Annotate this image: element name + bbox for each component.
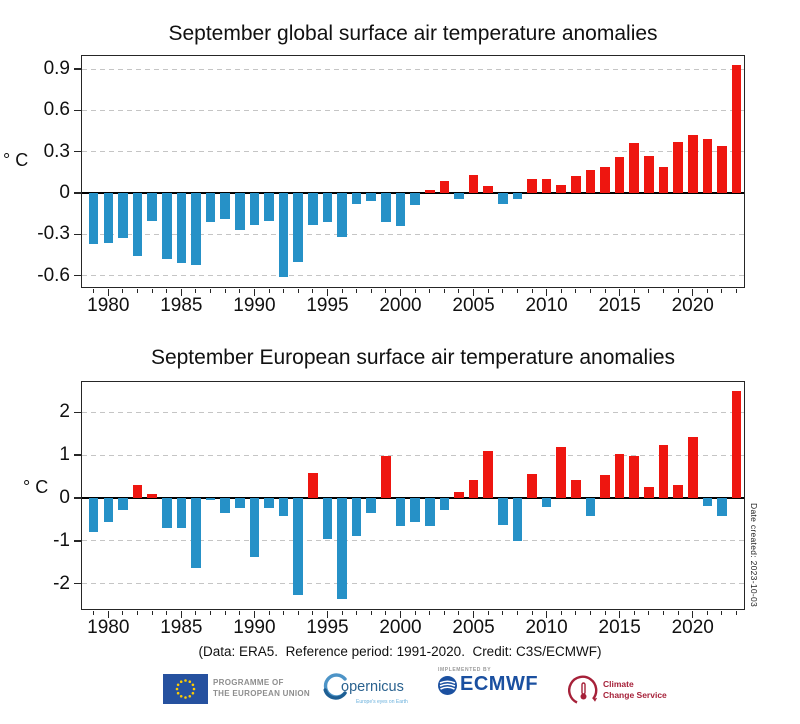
x-tick-minor	[137, 289, 138, 293]
bar-2020	[688, 135, 698, 193]
plot-area-european	[82, 382, 744, 609]
x-tick-minor	[312, 611, 313, 615]
bar-1995	[323, 498, 333, 539]
bar-1980	[104, 193, 114, 243]
bar-2017	[644, 156, 654, 193]
bar-1993	[293, 498, 303, 595]
x-tick-label: 2000	[379, 617, 422, 638]
bar-1986	[191, 193, 201, 265]
bar-1994	[308, 473, 318, 498]
x-tick-minor	[532, 289, 533, 293]
x-tick-minor	[736, 611, 737, 615]
x-tick-label: 1985	[160, 295, 203, 316]
x-tick-minor	[590, 611, 591, 615]
eu-flag-icon	[163, 674, 208, 704]
y-tick-label: -0.3	[37, 223, 70, 245]
x-tick-label: 2020	[671, 295, 714, 316]
bar-2017	[644, 487, 654, 498]
x-tick-minor	[721, 611, 722, 615]
y-tick-label: -2	[53, 572, 70, 594]
x-tick-minor	[283, 611, 284, 615]
x-tick-minor	[458, 611, 459, 615]
bar-2008	[513, 498, 523, 541]
x-tick-minor	[122, 611, 123, 615]
bar-2023	[732, 65, 742, 193]
ecmwf-logo-icon	[438, 676, 457, 695]
bar-1987	[206, 498, 216, 500]
bar-2012	[571, 176, 581, 193]
y-tick-label: -1	[53, 529, 70, 551]
x-tick-minor	[444, 289, 445, 293]
bar-1999	[381, 193, 391, 222]
x-tick-minor	[707, 611, 708, 615]
x-tick-label: 2005	[452, 617, 495, 638]
y-tick-label: 0	[59, 487, 70, 508]
x-tick-minor	[342, 289, 343, 293]
x-tick-minor	[605, 611, 606, 615]
y-tick	[74, 497, 81, 499]
chart-title-global: September global surface air temperature anomalies	[168, 22, 658, 45]
bar-1981	[118, 193, 128, 238]
x-tick-minor	[210, 289, 211, 293]
y-tick	[74, 192, 81, 194]
y-tick	[74, 110, 81, 112]
y-tick-label: -0.6	[37, 264, 70, 286]
bar-2015	[615, 157, 625, 193]
bar-1995	[323, 193, 333, 222]
y-tick-label: 0.3	[43, 140, 70, 162]
y-tick-label: 0.6	[43, 99, 70, 121]
bar-2005	[469, 480, 479, 498]
bar-2011	[556, 447, 566, 498]
implemented-by-label: IMPLEMENTED BY	[438, 667, 492, 673]
gridline	[82, 275, 744, 276]
copernicus-name: opernicus	[341, 679, 404, 695]
x-tick-minor	[93, 289, 94, 293]
x-tick-minor	[444, 611, 445, 615]
x-tick-label: 1995	[306, 617, 349, 638]
bar-1982	[133, 485, 143, 498]
x-tick-minor	[371, 289, 372, 293]
bar-2014	[600, 475, 610, 498]
x-tick-minor	[93, 611, 94, 615]
x-tick-minor	[429, 611, 430, 615]
bar-2016	[629, 456, 639, 498]
x-tick-label: 1990	[233, 617, 276, 638]
bar-2009	[527, 474, 537, 498]
x-tick-label: 2015	[598, 617, 641, 638]
bar-2023	[732, 391, 742, 498]
x-tick-minor	[575, 289, 576, 293]
bar-1994	[308, 193, 318, 225]
x-tick-minor	[225, 611, 226, 615]
bar-2006	[483, 186, 493, 193]
bar-1985	[177, 498, 187, 528]
x-tick-minor	[634, 289, 635, 293]
ecmwf-name: ECMWF	[460, 673, 539, 695]
bar-2005	[469, 175, 479, 193]
gridline	[82, 110, 744, 111]
bar-2001	[410, 193, 420, 205]
x-tick-minor	[239, 611, 240, 615]
bar-2011	[556, 185, 566, 193]
x-tick-minor	[707, 289, 708, 293]
x-tick-minor	[210, 611, 211, 615]
x-tick-minor	[517, 611, 518, 615]
x-tick-label: 2020	[671, 617, 714, 638]
bar-1991	[264, 498, 274, 508]
x-tick-minor	[356, 289, 357, 293]
x-tick-minor	[502, 289, 503, 293]
bar-1998	[366, 193, 376, 201]
x-tick-minor	[678, 289, 679, 293]
chart-title-european: September European surface air temperature anomalies	[150, 346, 676, 369]
bar-2000	[396, 498, 406, 526]
gridline	[82, 540, 744, 541]
x-tick-minor	[488, 289, 489, 293]
bar-2018	[659, 167, 669, 193]
x-tick-minor	[166, 289, 167, 293]
y-tick-label: 0	[59, 182, 70, 203]
eu-programme-line2: THE EUROPEAN UNION	[213, 688, 310, 698]
x-tick-label: 2005	[452, 295, 495, 316]
bar-2019	[673, 485, 683, 498]
bar-1993	[293, 193, 303, 262]
x-tick-minor	[458, 289, 459, 293]
bar-2021	[703, 498, 713, 506]
bar-1997	[352, 498, 362, 536]
bar-1984	[162, 498, 172, 528]
x-tick-minor	[415, 611, 416, 615]
bar-1985	[177, 193, 187, 263]
bar-2003	[440, 181, 450, 193]
plot-area-global	[82, 56, 744, 287]
y-tick-label: 1	[59, 444, 70, 466]
bar-1998	[366, 498, 376, 513]
bar-1979	[89, 193, 99, 244]
x-tick-label: 1980	[87, 295, 130, 316]
bar-2004	[454, 492, 464, 498]
x-tick-minor	[663, 611, 664, 615]
x-tick-minor	[605, 289, 606, 293]
bar-2007	[498, 193, 508, 204]
bar-1980	[104, 498, 114, 522]
x-tick-label: 1990	[233, 295, 276, 316]
x-tick-minor	[239, 289, 240, 293]
x-tick-minor	[385, 611, 386, 615]
bar-1981	[118, 498, 128, 510]
gridline	[82, 151, 744, 152]
bar-1984	[162, 193, 172, 259]
y-tick	[74, 151, 81, 153]
bar-1989	[235, 193, 245, 230]
gridline	[82, 583, 744, 584]
x-tick-minor	[385, 289, 386, 293]
x-tick-minor	[532, 611, 533, 615]
bar-2007	[498, 498, 508, 525]
gridline	[82, 412, 744, 413]
x-tick-label: 1985	[160, 617, 203, 638]
copernicus-tagline: Europe's eyes on Earth	[356, 699, 408, 705]
x-tick-minor	[429, 289, 430, 293]
bar-2000	[396, 193, 406, 226]
x-tick-minor	[575, 611, 576, 615]
bar-1988	[220, 498, 230, 513]
x-tick-minor	[298, 289, 299, 293]
x-tick-minor	[122, 289, 123, 293]
bar-2002	[425, 498, 435, 526]
x-tick-minor	[561, 289, 562, 293]
bar-2008	[513, 193, 523, 199]
c3s-line2: Change Service	[603, 689, 667, 700]
data-source-caption: (Data: ERA5. Reference period: 1991-2020. Credit: C3S/ECMWF)	[198, 644, 602, 659]
y-unit-label-european: ° C	[23, 477, 49, 497]
x-tick-label: 2010	[525, 295, 568, 316]
x-tick-minor	[517, 289, 518, 293]
bar-1987	[206, 193, 216, 222]
x-tick-minor	[152, 611, 153, 615]
y-tick	[74, 275, 81, 277]
c3s-line1: Climate	[603, 679, 634, 689]
x-tick-minor	[356, 611, 357, 615]
c3s-logo-icon	[568, 675, 599, 706]
bar-1983	[147, 193, 157, 221]
x-tick-minor	[736, 289, 737, 293]
x-tick-minor	[648, 611, 649, 615]
bar-1992	[279, 193, 289, 277]
x-tick-minor	[152, 289, 153, 293]
y-tick	[74, 583, 81, 585]
bar-1990	[250, 193, 260, 225]
bar-2003	[440, 498, 450, 510]
x-tick-minor	[415, 289, 416, 293]
bar-2001	[410, 498, 420, 522]
y-tick	[74, 412, 81, 414]
bar-1986	[191, 498, 201, 568]
y-tick	[74, 540, 81, 542]
bar-2022	[717, 146, 727, 193]
y-tick	[74, 454, 81, 456]
bar-2015	[615, 454, 625, 498]
y-tick-label: 2	[59, 401, 70, 423]
bar-1997	[352, 193, 362, 204]
x-tick-minor	[648, 289, 649, 293]
eu-programme-line1: PROGRAMME OF	[213, 678, 284, 687]
x-tick-minor	[342, 611, 343, 615]
bar-2013	[586, 170, 596, 193]
gridline	[82, 455, 744, 456]
bar-1999	[381, 456, 391, 498]
c3s-name	[603, 679, 667, 700]
x-tick-minor	[312, 289, 313, 293]
bar-2002	[425, 190, 435, 193]
x-tick-minor	[561, 611, 562, 615]
bar-2009	[527, 179, 537, 193]
x-tick-minor	[283, 289, 284, 293]
x-tick-minor	[721, 289, 722, 293]
bar-2021	[703, 139, 713, 193]
x-tick-minor	[269, 289, 270, 293]
bar-2004	[454, 193, 464, 199]
eu-programme-label	[213, 678, 310, 699]
bar-1988	[220, 193, 230, 219]
x-tick-label: 2000	[379, 295, 422, 316]
bar-2022	[717, 498, 727, 516]
bar-1979	[89, 498, 99, 532]
x-tick-label: 1980	[87, 617, 130, 638]
bar-1991	[264, 193, 274, 221]
bar-2010	[542, 179, 552, 193]
x-tick-minor	[298, 611, 299, 615]
bar-2020	[688, 437, 698, 498]
x-tick-minor	[502, 611, 503, 615]
y-unit-label-global: ° C	[3, 150, 29, 170]
x-tick-minor	[269, 611, 270, 615]
bar-1996	[337, 193, 347, 237]
x-tick-minor	[195, 611, 196, 615]
bar-2006	[483, 451, 493, 498]
bar-2010	[542, 498, 552, 507]
x-tick-minor	[195, 289, 196, 293]
x-tick-minor	[663, 289, 664, 293]
x-tick-minor	[137, 611, 138, 615]
bar-2019	[673, 142, 683, 193]
y-tick	[74, 234, 81, 236]
x-tick-minor	[590, 289, 591, 293]
x-tick-minor	[678, 611, 679, 615]
bar-2013	[586, 498, 596, 516]
bar-1982	[133, 193, 143, 256]
x-tick-minor	[634, 611, 635, 615]
bar-1983	[147, 494, 157, 498]
bar-2018	[659, 445, 669, 498]
x-tick-minor	[371, 611, 372, 615]
bar-1990	[250, 498, 260, 557]
bar-2012	[571, 480, 581, 498]
x-tick-minor	[166, 611, 167, 615]
date-created-label: Date created: 2023-10-03	[749, 503, 759, 608]
bar-1989	[235, 498, 245, 508]
x-tick-minor	[225, 289, 226, 293]
y-tick-label: 0.9	[43, 58, 70, 80]
x-tick-minor	[488, 611, 489, 615]
x-tick-label: 2010	[525, 617, 568, 638]
bar-2016	[629, 143, 639, 193]
bar-1996	[337, 498, 347, 599]
x-tick-label: 1995	[306, 295, 349, 316]
x-tick-label: 2015	[598, 295, 641, 316]
bar-2014	[600, 167, 610, 193]
y-tick	[74, 68, 81, 70]
gridline	[82, 69, 744, 70]
bar-1992	[279, 498, 289, 516]
